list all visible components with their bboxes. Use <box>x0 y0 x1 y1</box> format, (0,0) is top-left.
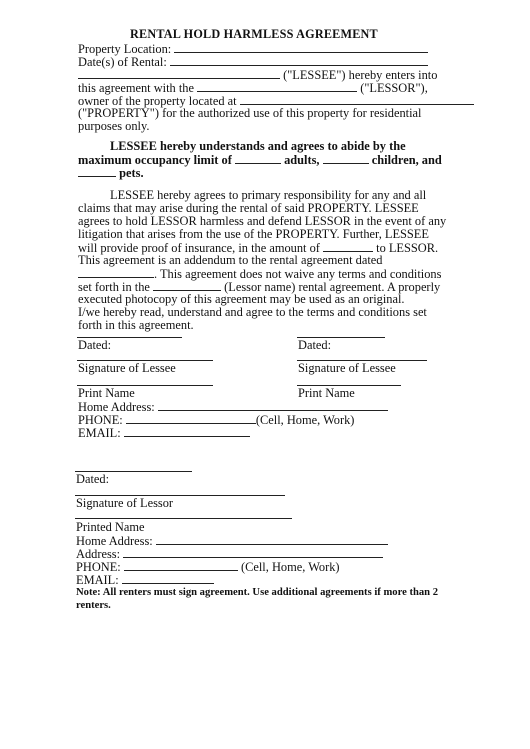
lessee-home-address-row <box>78 400 388 414</box>
note-line-1: Note: All renters must sign agreement. Use additional agreements if more than 2 <box>76 587 439 598</box>
body-line-6: This agreement is an addendum to the rental agreement dated <box>78 253 383 267</box>
adults-count-field[interactable] <box>235 153 281 164</box>
lessee-1-signature-label: Signature of Lessee <box>78 361 176 375</box>
lessee-email-label: EMAIL: <box>78 426 121 440</box>
lessee-email-field[interactable] <box>124 426 250 437</box>
body-line-10: I/we hereby read, understand and agree to the terms and conditions set <box>78 305 427 319</box>
lessee-home-address-field[interactable] <box>158 400 388 411</box>
lessee-home-address-label: Home Address: <box>78 400 155 414</box>
lessee-name-field[interactable] <box>78 68 280 79</box>
set-forth-text: set forth in the <box>78 280 150 294</box>
note-line-2: renters. <box>76 600 111 611</box>
occupancy-line-2 <box>78 153 442 167</box>
insurance-amount-field[interactable] <box>323 241 373 252</box>
lessee-2-signature-label: Signature of Lessee <box>298 361 396 375</box>
lessor-address-field[interactable] <box>123 547 383 558</box>
lessor-home-address-label: Home Address: <box>76 534 153 548</box>
no-waiver-text: . This agreement does not waive any terms and conditions <box>154 267 442 281</box>
lessee-phone-label: PHONE: <box>78 413 123 427</box>
lessee-1-dated-label: Dated: <box>78 338 112 352</box>
dates-of-rental-row <box>78 55 428 69</box>
lessor-name-rental-text: (Lessor name) rental agreement. A properly <box>224 280 441 294</box>
lessor-printed-name-label: Printed Name <box>76 520 145 534</box>
lessor-phone-field[interactable] <box>124 560 238 571</box>
lessee-2-print-name-label: Print Name <box>298 386 355 400</box>
lessor-address-label: Address: <box>76 547 121 561</box>
lessee-phone-hint: (Cell, Home, Work) <box>255 413 355 427</box>
body-line-3: agrees to hold LESSOR harmless and defend LESSOR in the event of any <box>78 214 447 228</box>
body-line-11: forth in this agreement. <box>78 318 194 332</box>
lessee-email-row <box>78 426 250 440</box>
property-address-field[interactable] <box>240 94 474 105</box>
lessee-enters-text: ("LESSEE") hereby enters into <box>283 68 438 82</box>
lessor-tag-text: ("LESSOR"), <box>360 81 428 95</box>
body-line-1: LESSEE hereby agrees to primary responsibility for any and all <box>110 188 427 202</box>
property-location-field[interactable] <box>174 42 428 53</box>
body-line-4: litigation that arises from the use of the PROPERTY. Further, LESSEE <box>78 227 429 241</box>
lessor-phone-label: PHONE: <box>76 560 121 574</box>
insurance-text: will provide proof of insurance, in the amount of <box>78 241 320 255</box>
lessor-phone-row <box>76 560 340 574</box>
lessor-address-row <box>76 547 383 561</box>
lessor-home-address-row <box>76 534 388 548</box>
agreement-with-text: this agreement with the <box>78 81 194 95</box>
children-text: children, and <box>371 153 442 167</box>
lessee-2-dated-label: Dated: <box>298 338 332 352</box>
lessor-printed-name-line[interactable] <box>75 518 292 519</box>
body-line-9: executed photocopy of this agreement may be used as an original. <box>78 292 405 306</box>
owner-of-property-text: owner of the property located at <box>78 94 237 108</box>
max-occupancy-text: maximum occupancy limit of <box>78 153 232 167</box>
lessor-email-row <box>76 573 214 587</box>
body-line-2: claims that may arise during the rental of said PROPERTY. LESSEE <box>78 201 419 215</box>
dates-of-rental-field[interactable] <box>170 55 428 66</box>
lessor-phone-hint: (Cell, Home, Work) <box>240 560 340 574</box>
lessee-name-row <box>78 68 437 82</box>
lessor-home-address-field[interactable] <box>156 534 388 545</box>
occupancy-line-3 <box>78 166 144 180</box>
lessor-email-label: EMAIL: <box>76 573 119 587</box>
lessor-name-inline-field[interactable] <box>153 280 221 291</box>
rental-agreement-date-field[interactable] <box>78 267 154 278</box>
property-location-label: Property Location: <box>78 42 172 56</box>
to-lessor-text: to LESSOR. <box>376 241 439 255</box>
pets-count-field[interactable] <box>78 166 116 177</box>
lessor-signature-label: Signature of Lessor <box>76 496 174 510</box>
purposes-only-text: purposes only. <box>78 119 150 133</box>
property-use-text: ("PROPERTY") for the authorized use of this property for residential <box>78 106 422 120</box>
occupancy-line-1: LESSEE hereby understands and agrees to abide by the <box>110 139 406 153</box>
children-count-field[interactable] <box>323 153 369 164</box>
lessor-name-field[interactable] <box>197 81 357 92</box>
dates-of-rental-label: Date(s) of Rental: <box>78 55 167 69</box>
lessor-name-row <box>78 81 428 95</box>
document-title: RENTAL HOLD HARMLESS AGREEMENT <box>130 27 378 41</box>
property-location-row <box>78 42 428 56</box>
lessor-email-field[interactable] <box>122 573 214 584</box>
lessor-dated-label: Dated: <box>76 472 110 486</box>
pets-text: pets. <box>119 166 144 180</box>
lessee-phone-field[interactable] <box>126 413 256 424</box>
body-line-7 <box>78 267 441 281</box>
lessee-phone-row <box>78 413 354 427</box>
lessee-1-print-name-label: Print Name <box>78 386 135 400</box>
adults-text: adults, <box>284 153 320 167</box>
